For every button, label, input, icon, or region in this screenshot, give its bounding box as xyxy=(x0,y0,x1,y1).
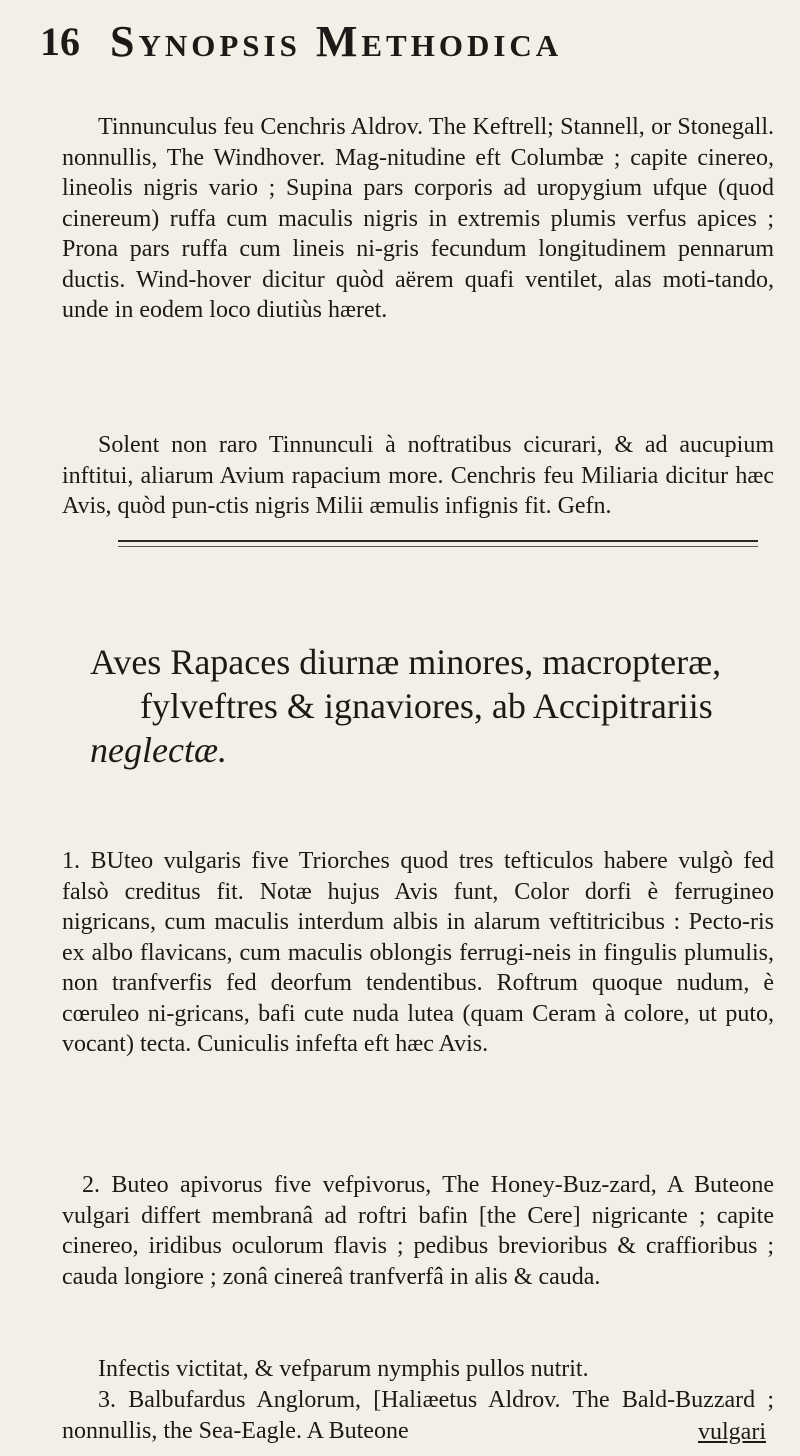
entry-2-continuation: Infectis victitat, & vefparum nymphis pullos nutrit. xyxy=(98,1356,589,1382)
section-heading-line-3: neglectæ. xyxy=(90,730,227,770)
section-divider-thin xyxy=(118,546,758,547)
entry-16-second-paragraph: Solent non raro Tinnunculi à noftratibus cicurari, & ad aucupium inftitui, aliarum Avium rapacium more. Cenchris feu Miliaria dicitur hæc Avis, quòd pun-ctis nigris Milii æmulis infignis fit. Gefn. xyxy=(62,432,774,519)
entry-3-paragraph: 3. Balbufardus Anglorum, [Haliæetus Aldrov. The Bald-Buzzard ; nonnullis, the Sea-Eagle. A Buteone xyxy=(62,1387,774,1444)
catchword: vulgari xyxy=(698,1419,766,1445)
entry-2-paragraph: 2. Buteo apivorus five vefpivorus, The Honey-Buz-zard, A Buteone vulgari differt membranâ ad roftri bafin [the Cere] nigricante ; capite cinereo, iridibus oculorum flavis ; pedibus brevioribus & craffioribus ; cauda longiore ; zonâ cinereâ tranfverfâ in alis & cauda. xyxy=(62,1172,774,1290)
page-number: 16 xyxy=(40,19,80,64)
running-title: Synopsis Methodica xyxy=(110,17,563,66)
page-header xyxy=(40,18,760,78)
section-heading-line-2: fylveftres & ignaviores, ab Accipitrariis xyxy=(140,686,713,726)
section-heading xyxy=(90,640,780,772)
entry-16-paragraph: Tinnunculus feu Cenchris Aldrov. The Keftrell; Stannell, or Stonegall. nonnullis, The Windhover. Mag-nitudine eft Columbæ ; capite cinereo, lineolis nigris vario ; Supina pars corporis ad uropygium ufque (quod cinereum) ruffa cum maculis nigris in extremis plumis verfus apices ; Prona pars ruffa cum lineis ni-gris fecundum longitudinem pennarum ductis. Wind-hover dicitur quòd aërem quafi ventilet, alas moti-tando, unde in eodem loco diutiùs hæret. xyxy=(62,114,774,323)
section-divider xyxy=(118,540,758,542)
entry-1-paragraph: 1. BUteo vulgaris five Triorches quod tres tefticulos habere vulgò fed falsò creditus fit. Notæ hujus Avis funt, Color dorfi è ferrugineo nigricans, cum maculis interdum albis in alarum veftitricibus : Pecto-ris ex albo flavicans, cum maculis oblongis ferrugi-neis in fingulis plumulis, non tranfverfis fed deorfum tendentibus. Roftrum quoque nudum, è cœruleo ni-gricans, bafi cute nuda lutea (quam Ceram à colore, ut puto, vocant) tecta. Cuniculis infefta eft hæc Avis. xyxy=(62,848,774,1057)
section-heading-line-1: Aves Rapaces diurnæ minores, macropteræ, xyxy=(90,642,722,682)
